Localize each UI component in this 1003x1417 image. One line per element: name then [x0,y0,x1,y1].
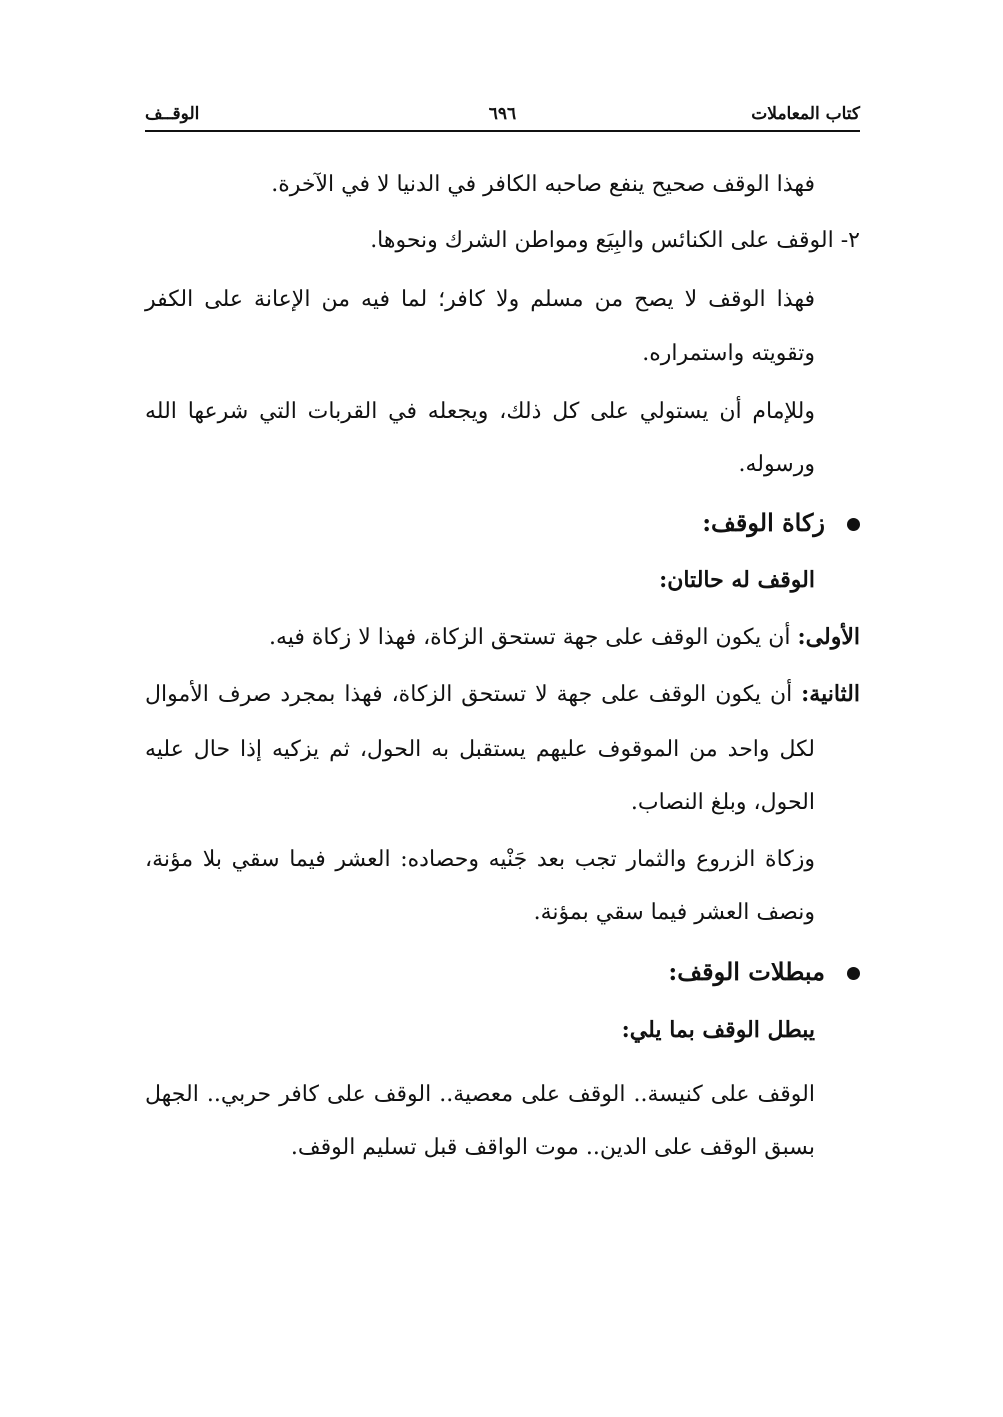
body-line-14: بسبق الوقف على الدين.. موت الواقف قبل تسليم الوقف. [290,1135,815,1160]
body-line-1: فهذا الوقف صحيح ينفع صاحبه الكافر في الدنيا لا في الآخرة. [271,172,815,197]
case-two-text: أن يكون الوقف على جهة لا تستحق الزكاة، فهذا بمجرد صرف الأموال [145,682,802,707]
case-two-label: الثانية: [801,681,860,707]
body-line-2: ٢- الوقف على الكنائس والبِيَع ومواطن الشرك ونحوها. [370,228,860,253]
header-rule [145,130,860,132]
book-title: كتاب المعاملات [751,104,860,124]
body-line-5: وللإمام أن يستولي على كل ذلك، ويجعله في القربات التي شرعها الله [145,399,815,424]
subheading-two-cases: الوقف له حالتان: [659,567,815,593]
bullet-icon [847,967,860,980]
bullet-icon [847,518,860,531]
case-one-text: أن يكون الوقف على جهة تستحق الزكاة، فهذا لا زكاة فيه. [268,625,798,650]
case-one-label: الأولى: [797,624,860,650]
chapter-title: الوقــف [145,104,200,124]
subheading-invalidated-by: يبطل الوقف بما يلي: [621,1017,815,1043]
page-number: ٦٩٦ [488,104,517,124]
running-header [145,100,860,128]
body-line-7 [269,620,860,655]
body-line-10: الحول، وبلغ النصاب. [630,790,815,815]
body-line-11: وزكاة الزروع والثمار تجب بعد جَنْيه وحصاده: العشر فيما سقي بلا مؤنة، [145,847,815,872]
section-heading-invalidators [668,954,860,990]
body-line-13: الوقف على كنيسة.. الوقف على معصية.. الوقف على كافر حربي.. الجهل [145,1082,815,1107]
body-line-3: فهذا الوقف لا يصح من مسلم ولا كافر؛ لما فيه من الإعانة على الكفر [145,287,815,312]
body-line-6: ورسوله. [738,452,815,477]
body-line-4: وتقويته واستمراره. [642,341,815,366]
body-line-12: ونصف العشر فيما سقي بمؤنة. [533,900,815,925]
section-heading-invalidators-text: مبطلات الوقف: [668,957,825,986]
body-line-9: لكل واحد من الموقوف عليهم يستقبل به الحول، ثم يزكيه إذا حال عليه [145,737,815,762]
body-line-8 [145,677,860,712]
section-heading-zakat-text: زكاة الوقف: [702,508,825,537]
section-heading-zakat [702,505,860,541]
